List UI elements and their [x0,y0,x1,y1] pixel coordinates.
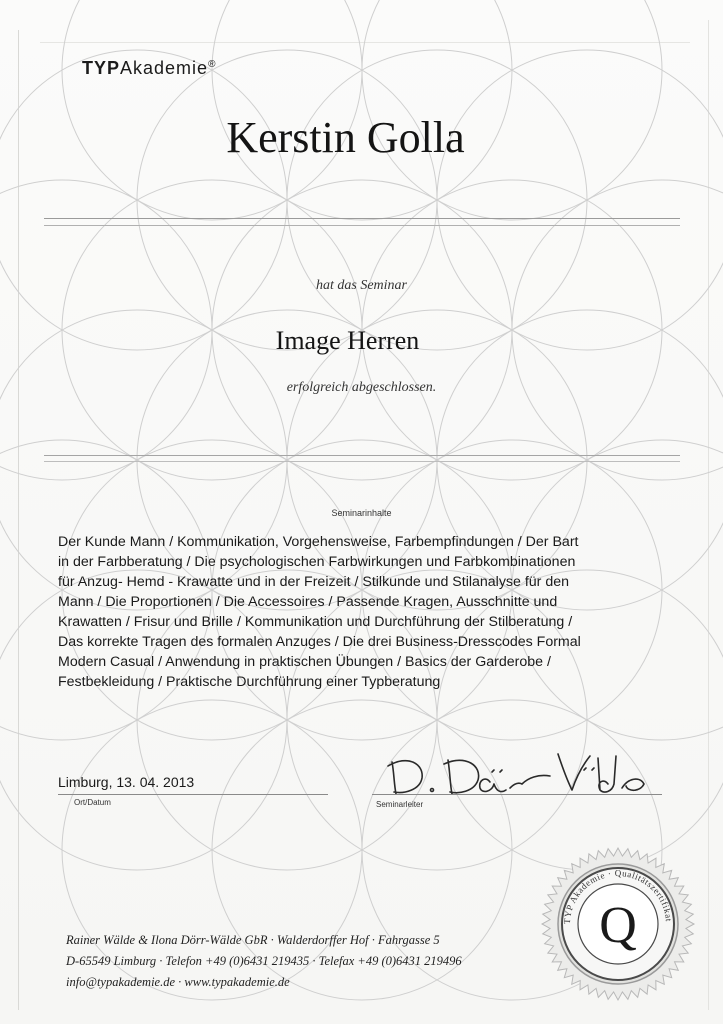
footer-line: info@typakademie.de · www.typakademie.de [66,975,290,989]
registered-mark: ® [208,59,217,70]
seal-q-letter: Q [599,897,637,954]
place-date-label: Ort/Datum [74,798,111,807]
contents-line: Der Kunde Mann / Kommunikation, Vorgehensweise, Farbempfindungen / Der Bart [58,534,579,550]
divider-line [44,225,680,226]
contents-line: für Anzug- Hemd - Krawatte und in der Freizeit / Stilkunde und Stilanalyse für den [58,574,570,590]
contents-line: Krawatten / Frisur und Brille / Kommunikation und Durchführung der Stilberatung / [58,614,573,630]
date-signature-line [58,794,328,795]
brand-logo-bold: TYP [82,58,121,78]
divider-line [44,461,680,462]
divider-line [44,218,680,219]
brand-logo-rest: Akademie [120,58,209,78]
contents-label: Seminarinhalte [331,508,392,518]
contents-line: Das korrekte Tragen des formalen Anzuges / Die drei Business-Dresscodes Formal [58,634,581,650]
handwritten-signature [378,748,658,800]
contents-line: Festbekleidung / Praktische Durchführung einer Typberatung [58,674,441,690]
recipient-name: Kerstin Golla [226,113,465,162]
footer-line: Rainer Wälde & Ilona Dörr-Wälde GbR · Walderdorffer Hof · Fahrgasse 5 [66,933,440,947]
place-date: Limburg, 13. 04. 2013 [58,774,195,790]
completion-line: erfolgreich abgeschlossen. [286,380,437,395]
brand-logo [82,58,216,79]
signature-label: Seminarleiter [376,800,424,809]
quality-seal [538,844,698,1004]
contents-line: Modern Casual / Anwendung in praktischen Übungen / Basics der Garderobe / [58,654,551,670]
contents-line: in der Farbberatung / Die psychologischen Farbwirkungen und Farbkombinationen [58,554,576,570]
divider-line [44,455,680,456]
footer-address [66,930,462,993]
footer-line: D-65549 Limburg · Telefon +49 (0)6431 219435 · Telefax +49 (0)6431 219496 [66,954,462,968]
seal-ring-text: TYP Akademie · Qualitätszertifikat [561,867,674,925]
seminar-contents [58,532,648,692]
intro-line: hat das Seminar [316,278,407,293]
signature-line [372,794,662,795]
contents-line: Mann / Die Proportionen / Die Accessoires / Passende Kragen, Ausschnitte und [58,594,558,610]
seminar-title: Image Herren [275,326,420,355]
